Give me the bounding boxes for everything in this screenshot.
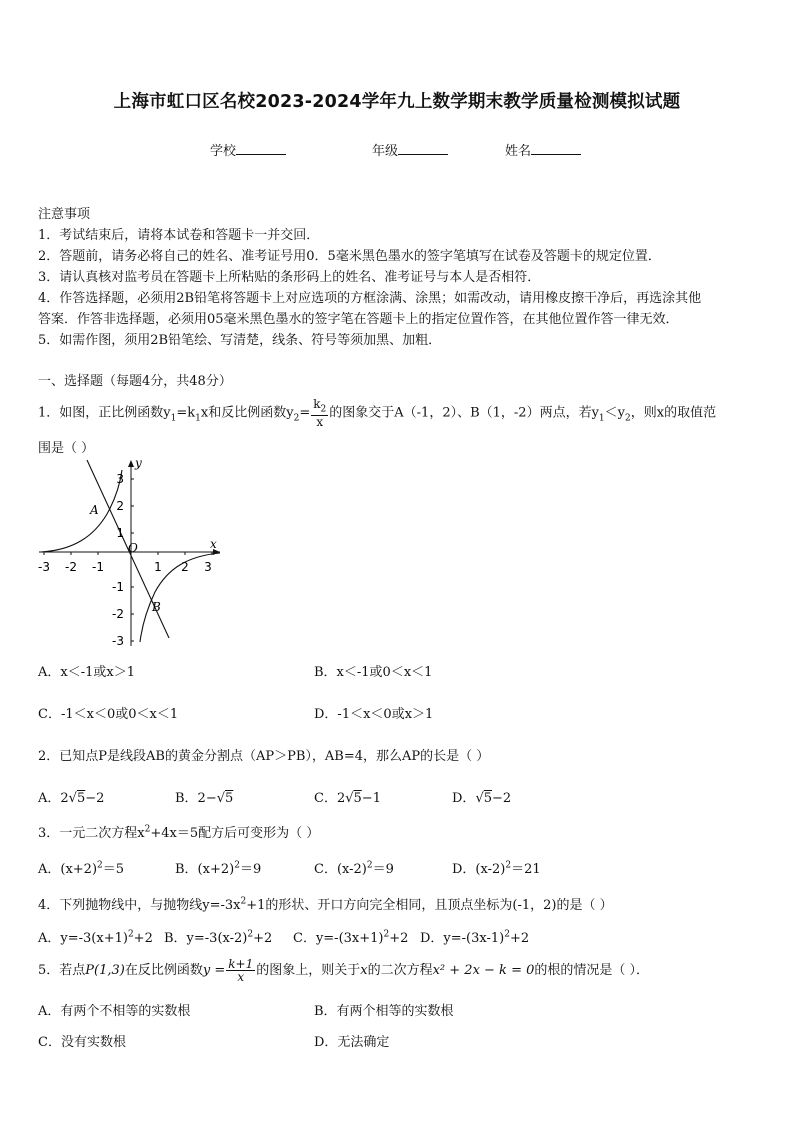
q1-formula: x <box>200 405 209 421</box>
q4-option-d[interactable] <box>420 927 529 946</box>
option-text: A．y=-3(x+1) <box>38 931 128 946</box>
school-blank[interactable] <box>236 142 286 155</box>
sqrt-icon: √ <box>345 791 354 806</box>
sqrt-icon: √ <box>216 791 226 806</box>
q5-option-d[interactable]: D．无法确定 <box>314 1035 390 1050</box>
notice-item: 2．答题前，请务必将自己的姓名、准考证号用0．5毫米黑色墨水的签字笔填写在试卷及答题卡的规定位置． <box>38 249 661 264</box>
fraction-denominator: x <box>316 415 324 430</box>
y-tick-labels <box>112 472 124 648</box>
q5-option-c[interactable]: C．没有实数根 <box>38 1035 126 1050</box>
option-text: D． <box>452 791 476 806</box>
exponent: 2 <box>505 860 512 871</box>
notice-item: 1．考试结束后，请将本试卷和答题卡一并交回． <box>38 228 320 243</box>
x-tick-label: 2 <box>181 560 189 574</box>
y-axis-arrow <box>128 460 134 467</box>
exponent: 2 <box>144 824 151 835</box>
q1-text: ，则x的取值范 <box>630 405 717 421</box>
option-text: A．2 <box>38 791 69 806</box>
radicand: 5 <box>353 791 362 806</box>
exponent: 2 <box>240 896 247 907</box>
x-tick-label: 1 <box>154 560 162 574</box>
q5-option-b[interactable]: B．有两个相等的实数根 <box>314 1004 454 1019</box>
q3-text: 3．一元二次方程x <box>38 826 145 841</box>
q3-option-d[interactable] <box>452 858 541 877</box>
q3-option-a[interactable] <box>38 858 124 877</box>
notice-item: 答案．作答非选择题，必须用05毫米黑色墨水的签字笔在答题卡上的指定位置作答，在其他位置作答一律无效． <box>38 312 679 327</box>
option-text: +2 <box>389 931 409 946</box>
q5-equation: x² + 2x − k = 0 <box>432 963 535 978</box>
radicand: 5 <box>225 791 234 806</box>
exponent: 2 <box>504 929 510 940</box>
q1-sub: 1 <box>170 413 177 424</box>
x-tick-label: -3 <box>38 560 50 574</box>
sqrt-icon: √ <box>68 791 77 806</box>
exponent: 2 <box>127 929 134 940</box>
option-text: −1 <box>361 791 381 806</box>
name-label: 姓名 <box>505 144 532 159</box>
option-text: C．y=-(3x+1) <box>293 931 384 946</box>
q1-formula: = <box>299 405 311 421</box>
option-text: ＝9 <box>372 862 394 877</box>
y-tick-label: 3 <box>116 472 124 486</box>
y-tick-label: -3 <box>112 634 124 648</box>
fraction-numerator: k+1 <box>228 957 254 971</box>
radicand: 5 <box>483 791 493 806</box>
q5-math: y = <box>202 963 226 978</box>
question-1-stem-line2: 围是（ ） <box>38 441 95 456</box>
q2-option-b[interactable] <box>175 787 233 806</box>
q5-text: 的图象上，则关于 <box>256 963 361 978</box>
question-1-stem <box>38 398 716 431</box>
page-title: 上海市虹口区名校2023-2024学年九上数学期末教学质量检测模拟试题 <box>113 92 681 112</box>
q5-text: 5．若点 <box>38 963 86 978</box>
function-graph <box>34 456 224 652</box>
y-tick-label: -2 <box>112 607 124 621</box>
fraction-denominator: x <box>237 970 245 984</box>
option-text: ＝9 <box>239 862 262 877</box>
y-axis-label: y <box>135 456 142 470</box>
q1-text: 和反比例函数 <box>208 405 287 421</box>
option-text: D．(x-2) <box>452 862 506 877</box>
q1-text: 的图象交于A（-1，2）、B（1，-2）两点，若y <box>329 405 599 421</box>
option-text: A．(x+2) <box>38 862 98 877</box>
q3-option-c[interactable] <box>314 858 394 877</box>
exponent: 2 <box>383 929 390 940</box>
y-tick-label: 2 <box>116 499 124 513</box>
q5-option-a[interactable]: A．有两个不相等的实数根 <box>38 1004 191 1019</box>
q4-option-c[interactable] <box>293 927 408 946</box>
q1-fraction <box>311 398 328 428</box>
x-tick-label: 3 <box>204 560 212 574</box>
notice-item: 5．如需作图，须用2B铅笔绘、写清楚，线条、符号等须加黑、加粗． <box>38 333 442 348</box>
q1-formula: y <box>286 405 294 421</box>
grade-label: 年级 <box>372 144 399 159</box>
q5-text: 的根的情况是（ ）． <box>534 963 649 978</box>
option-text: D．y=-(3x-1) <box>420 931 505 946</box>
q1-text: ＜y <box>604 405 626 421</box>
q3-option-b[interactable] <box>175 858 261 877</box>
radicand: 5 <box>76 791 86 806</box>
exponent: 2 <box>97 860 103 871</box>
exponent: 2 <box>366 860 373 871</box>
q1-formula: y <box>163 405 171 421</box>
q4-option-a[interactable] <box>38 927 153 946</box>
exponent: 2 <box>247 929 254 940</box>
q4-text: +1的形状、开口方向完全相同，且顶点坐标为(-1，2)的是（ ） <box>246 898 613 913</box>
grade-blank[interactable] <box>398 142 448 155</box>
q1-option-c[interactable]: C．-1＜x＜0或0＜x＜1 <box>38 707 179 722</box>
notice-item: 4．作答选择题，必须用2B铅笔将答题卡上对应选项的方框涂满、涂黑；如需改动，请用橡皮擦干净后，再选涂其他 <box>38 291 702 306</box>
question-4-stem <box>38 894 613 913</box>
q1-sub: 2 <box>625 413 631 424</box>
q2-option-c[interactable] <box>314 787 381 806</box>
option-text: +2 <box>253 931 273 946</box>
y-tick-label: -1 <box>112 580 124 594</box>
q4-text: 4．下列抛物线中，与抛物线y=-3x <box>38 898 241 913</box>
option-text: ＝5 <box>102 862 125 877</box>
option-text: ＝21 <box>511 862 541 877</box>
sqrt-icon: √ <box>475 791 484 806</box>
x-axis-label: x <box>210 537 217 551</box>
q2-option-d[interactable] <box>452 787 511 806</box>
q5-text: 在反比例函数 <box>124 963 203 978</box>
school-label: 学校 <box>210 144 237 159</box>
y-tick-label: 1 <box>116 526 124 540</box>
school-field <box>210 140 286 159</box>
q4-option-b[interactable] <box>164 927 272 946</box>
hyperbola-branch-upper <box>41 470 122 552</box>
fraction-numerator: k <box>313 397 321 411</box>
q5-text: 的二次方程 <box>367 963 433 978</box>
section-heading: 一、选择题（每题4分，共48分） <box>38 374 232 389</box>
x-tick-labels <box>38 560 212 574</box>
q1-sub: 1 <box>598 413 605 424</box>
x-tick-label: -1 <box>92 560 104 574</box>
option-text: C．(x-2) <box>314 862 367 877</box>
point-b-label: B <box>152 600 161 614</box>
name-blank[interactable] <box>531 142 581 155</box>
grade-field <box>372 140 448 159</box>
q5-fraction <box>226 958 255 983</box>
notice-heading: 注意事项 <box>38 207 91 222</box>
q2-option-a[interactable] <box>38 787 104 806</box>
option-text: −2 <box>85 791 105 806</box>
x-tick-label: -2 <box>65 560 77 574</box>
question-5-stem <box>38 958 649 983</box>
q1-formula: =k <box>176 405 196 421</box>
option-text: −2 <box>492 791 512 806</box>
exponent: 2 <box>234 860 240 871</box>
q1-option-b[interactable]: B．x＜-1或0＜x＜1 <box>314 665 433 680</box>
q1-sub: 2 <box>293 413 300 424</box>
option-text: B．y=-3(x-2) <box>164 931 248 946</box>
q1-option-d[interactable]: D．-1＜x＜0或x＞1 <box>314 707 434 722</box>
name-field <box>505 140 581 159</box>
question-2-stem: 2．已知点P是线段AB的黄金分割点（AP＞PB），AB=4，那么AP的长是（ ） <box>38 749 490 764</box>
option-text: +2 <box>509 931 530 946</box>
option-text: B．(x+2) <box>175 862 235 877</box>
option-text: B．2− <box>175 791 217 806</box>
q1-option-a[interactable]: A．x＜-1或x＞1 <box>38 665 135 680</box>
point-a-label: A <box>90 503 99 517</box>
q3-text: +4x＝5配方后可变形为（ ） <box>150 826 320 841</box>
q1-sub: 1 <box>195 413 201 424</box>
q5-math: x <box>360 963 368 978</box>
option-text: +2 <box>133 931 153 946</box>
question-3-stem <box>38 822 319 841</box>
q1-sub: 2 <box>320 404 327 415</box>
q1-text: 1．如图，正比例函数 <box>38 405 164 421</box>
q5-math: P(1,3) <box>85 963 125 978</box>
origin-label: O <box>128 541 138 555</box>
option-text: C．2 <box>314 791 346 806</box>
notice-item: 3．请认真核对监考员在答题卡上所粘贴的条形码上的姓名、准考证号与本人是否相符． <box>38 270 541 285</box>
